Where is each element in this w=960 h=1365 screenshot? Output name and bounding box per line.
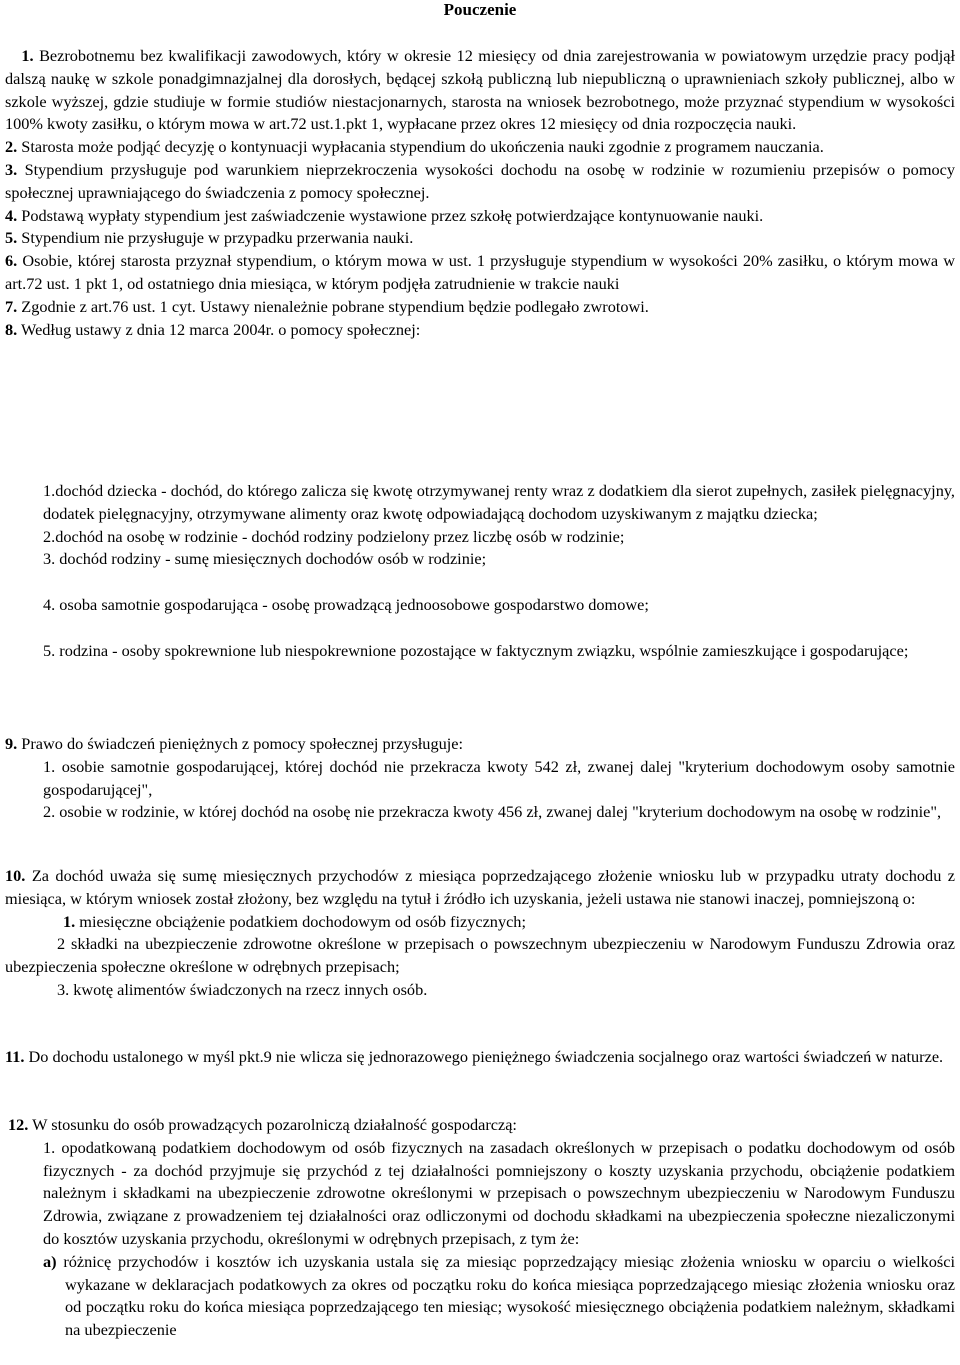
point-number: 10. bbox=[5, 866, 26, 885]
point-text: W stosunku do osób prowadzących pozarolniczą działalność gospodarczą: bbox=[32, 1115, 517, 1134]
point-9-items bbox=[5, 756, 955, 824]
point-10-text bbox=[5, 865, 955, 911]
point-10-item-3: 3. kwotę alimentów świadczonych na rzecz innych osób. bbox=[57, 979, 428, 999]
point-12-item-1: 1. opodatkowaną podatkiem dochodowym od osób fizycznych na zasadach określonych w przepisach o podatku dochodowym od osób fizycznych - za dochód przyjmuje się przychód z tej działalności pomniejszony o koszty uzyskania przychodu, obciążenie podatkiem należnym i składkami na ubezpieczenie zdrowotne określonymi w przepisach o powszechnym ubezpieczeniu w Narodowym Funduszu Zdrowia, związane z prowadzeniem tej działalności oraz odliczonymi od dochodu składkami na ubezpieczenia społeczne niezaliczonymi do kosztów uzyskania przychodu, określonymi w odrębnych przepisach, z tym że: bbox=[43, 1137, 955, 1248]
point-12-item-a bbox=[5, 1251, 955, 1342]
point-3 bbox=[5, 159, 955, 205]
point-5 bbox=[5, 227, 955, 250]
point-text: Według ustawy z dnia 12 marca 2004r. o pomocy społecznej: bbox=[21, 319, 421, 339]
point-number: 7. bbox=[5, 296, 18, 316]
point-10-item-1 bbox=[5, 911, 955, 934]
point-9 bbox=[5, 733, 955, 824]
point-text: Za dochód uważa się sumę miesięcznych przychodów z miesiąca poprzedzającego złożenie wniosku lub w przypadku utraty dochodu z miesiąca, w którym wniosek został złożony, bez względu na tytuł i źródło ich uzyskania, jeżeli ustawa nie stanowi inaczej, pomniejszoną o: bbox=[5, 866, 955, 908]
item-letter: a) bbox=[43, 1251, 57, 1271]
point-text: Do dochodu ustalonego w myśl pkt.9 nie wlicza się jednorazowego pieniężnego świadczenia socjalnego oraz wartości świadczeń w naturze. bbox=[28, 1047, 944, 1066]
page-title: Pouczenie bbox=[443, 0, 517, 19]
point-9-heading bbox=[5, 733, 955, 756]
point-number: 4. bbox=[5, 205, 18, 225]
point-number: 2. bbox=[5, 137, 18, 157]
point-number: 12. bbox=[8, 1115, 29, 1134]
point-text: Zgodnie z art.76 ust. 1 cyt. Ustawy nienależnie pobrane stypendium będzie podlegało zwrotowi. bbox=[21, 296, 649, 316]
point-text: Stypendium przysługuje pod warunkiem nieprzekroczenia wysokości dochodu na osobę w rodzinie w rozumieniu przepisów o pomocy społecznej uprawniającego do świadczenia z pomocy społecznej. bbox=[5, 159, 955, 202]
point-1 bbox=[5, 45, 955, 136]
point-number: 8. bbox=[5, 319, 18, 339]
item-text: różnicę przychodów i kosztów ich uzyskania ustala się za miesiąc poprzedzający miesiąc złożenia wniosku w oparciu o wielkości wykazane w deklaracjach podatkowych za okres od początku roku do końca miesiąca poprzedzającego miesiąc złożenia wniosku oraz od początku roku do końca miesiąca poprzedzającego ten miesiąc; wysokość miesięcznego obciążenia podatkiem należnym, składkami na ubezpieczenie bbox=[63, 1251, 955, 1340]
definition-item: 3. dochód rodziny - sumę miesięcznych dochodów osób w rodzinie; bbox=[43, 549, 487, 569]
point-number: 5. bbox=[5, 228, 18, 248]
definition-item: 4. osoba samotnie gospodarująca - osobę prowadzącą jednoosobowe gospodarstwo domowe; bbox=[43, 595, 649, 615]
point-12 bbox=[5, 1114, 955, 1342]
point-7 bbox=[5, 296, 955, 319]
point-12-heading bbox=[5, 1114, 955, 1137]
point-4 bbox=[5, 205, 955, 228]
point-9-item: 1. osobie samotnie gospodarującej, której dochód nie przekracza kwoty 542 zł, zwanej dalej "kryterium dochodowym osoby samotnie gospodarującej", bbox=[43, 756, 955, 799]
point-text: Stypendium nie przysługuje w przypadku przerwania nauki. bbox=[21, 228, 414, 248]
point-8 bbox=[5, 319, 955, 342]
point-11 bbox=[5, 1046, 955, 1069]
point-text: Podstawą wypłaty stypendium jest zaświadczenie wystawione przez szkołę potwierdzające kontynuowanie nauki. bbox=[21, 205, 764, 225]
point-number: 6. bbox=[5, 251, 18, 271]
point-text: Osobie, której starosta przyznał stypendium, o którym mowa w ust. 1 przysługuje stypendium w wysokości 20% zasiłku, o którym mowa w art.72 ust. 1 pkt 1, od ostatniego dnia miesiąca, w którym podjęła zatrudnienie w trakcie nauki bbox=[5, 251, 955, 293]
point-number: 11. bbox=[5, 1047, 25, 1066]
definition-item: 2.dochód na osobę w rodzinie - dochód rodziny podzielony przez liczbę osób w rodzinie; bbox=[43, 526, 625, 546]
point-10 bbox=[5, 865, 955, 1002]
definitions-list bbox=[5, 480, 955, 663]
definition-item: 5. rodzina - osoby spokrewnione lub niespokrewnione pozostające w faktycznym związku, wspólnie zamieszkujące i gospodarujące; bbox=[43, 640, 909, 660]
point-text: Prawo do świadczeń pieniężnych z pomocy społecznej przysługuje: bbox=[21, 734, 464, 753]
point-number: 3. bbox=[5, 159, 18, 179]
point-11-text bbox=[5, 1046, 955, 1069]
item-text: miesięczne obciążenie podatkiem dochodowym od osób fizycznych; bbox=[79, 911, 526, 931]
point-9-item: 2. osobie w rodzinie, w której dochód na osobę nie przekracza kwoty 456 zł, zwanej dalej "kryterium dochodowym na osobę w rodzinie", bbox=[43, 802, 942, 822]
point-10-item-2: 2 składki na ubezpieczenie zdrowotne określone w przepisach o powszechnym ubezpieczeniu w Narodowym Funduszu Zdrowia oraz ubezpieczenia społeczne określone w odrębnych przepisach; bbox=[5, 934, 955, 977]
point-text: Bezrobotnemu bez kwalifikacji zawodowych, który w okresie 12 miesięcy od dnia zarejestrowania w powiatowym urzędzie pracy podjął dalszą naukę w szkole ponadgimnazjalnej dla dorosłych, będącej szkołą publiczną lub niepubliczną o uprawnieniach szkoły publicznej, albo w szkole wyższej, gdzie studiuje w formie studiów niestacjonarnych, starosta na wniosek bezrobotnego, może przyznać stypendium w wysokości 100% kwoty zasiłku, o którym mowa w art.72 ust.1.pkt 1, wypłacane przez okres 12 miesięcy od dnia rozpoczęcia nauki. bbox=[5, 46, 955, 134]
definition-item: 1.dochód dziecka - dochód, do którego zalicza się kwotę otrzymywanej renty wraz z dodatkiem dla sierot zupełnych, zasiłek pielęgnacyjny, dodatek pielęgnacyjny, otrzymywane alimenty oraz kwotę odpowiadającą dochodom uzyskiwanym z majątku dziecka; bbox=[43, 481, 955, 523]
point-number: 9. bbox=[5, 734, 18, 753]
numbered-list bbox=[5, 45, 955, 341]
point-text: Starosta może podjąć decyzję o kontynuacji wypłacania stypendium do ukończenia nauki zgodnie z programem nauczania. bbox=[21, 137, 824, 157]
point-number: 1. bbox=[21, 46, 34, 65]
point-2 bbox=[5, 136, 955, 159]
item-number: 1. bbox=[63, 911, 76, 931]
point-6 bbox=[5, 250, 955, 296]
